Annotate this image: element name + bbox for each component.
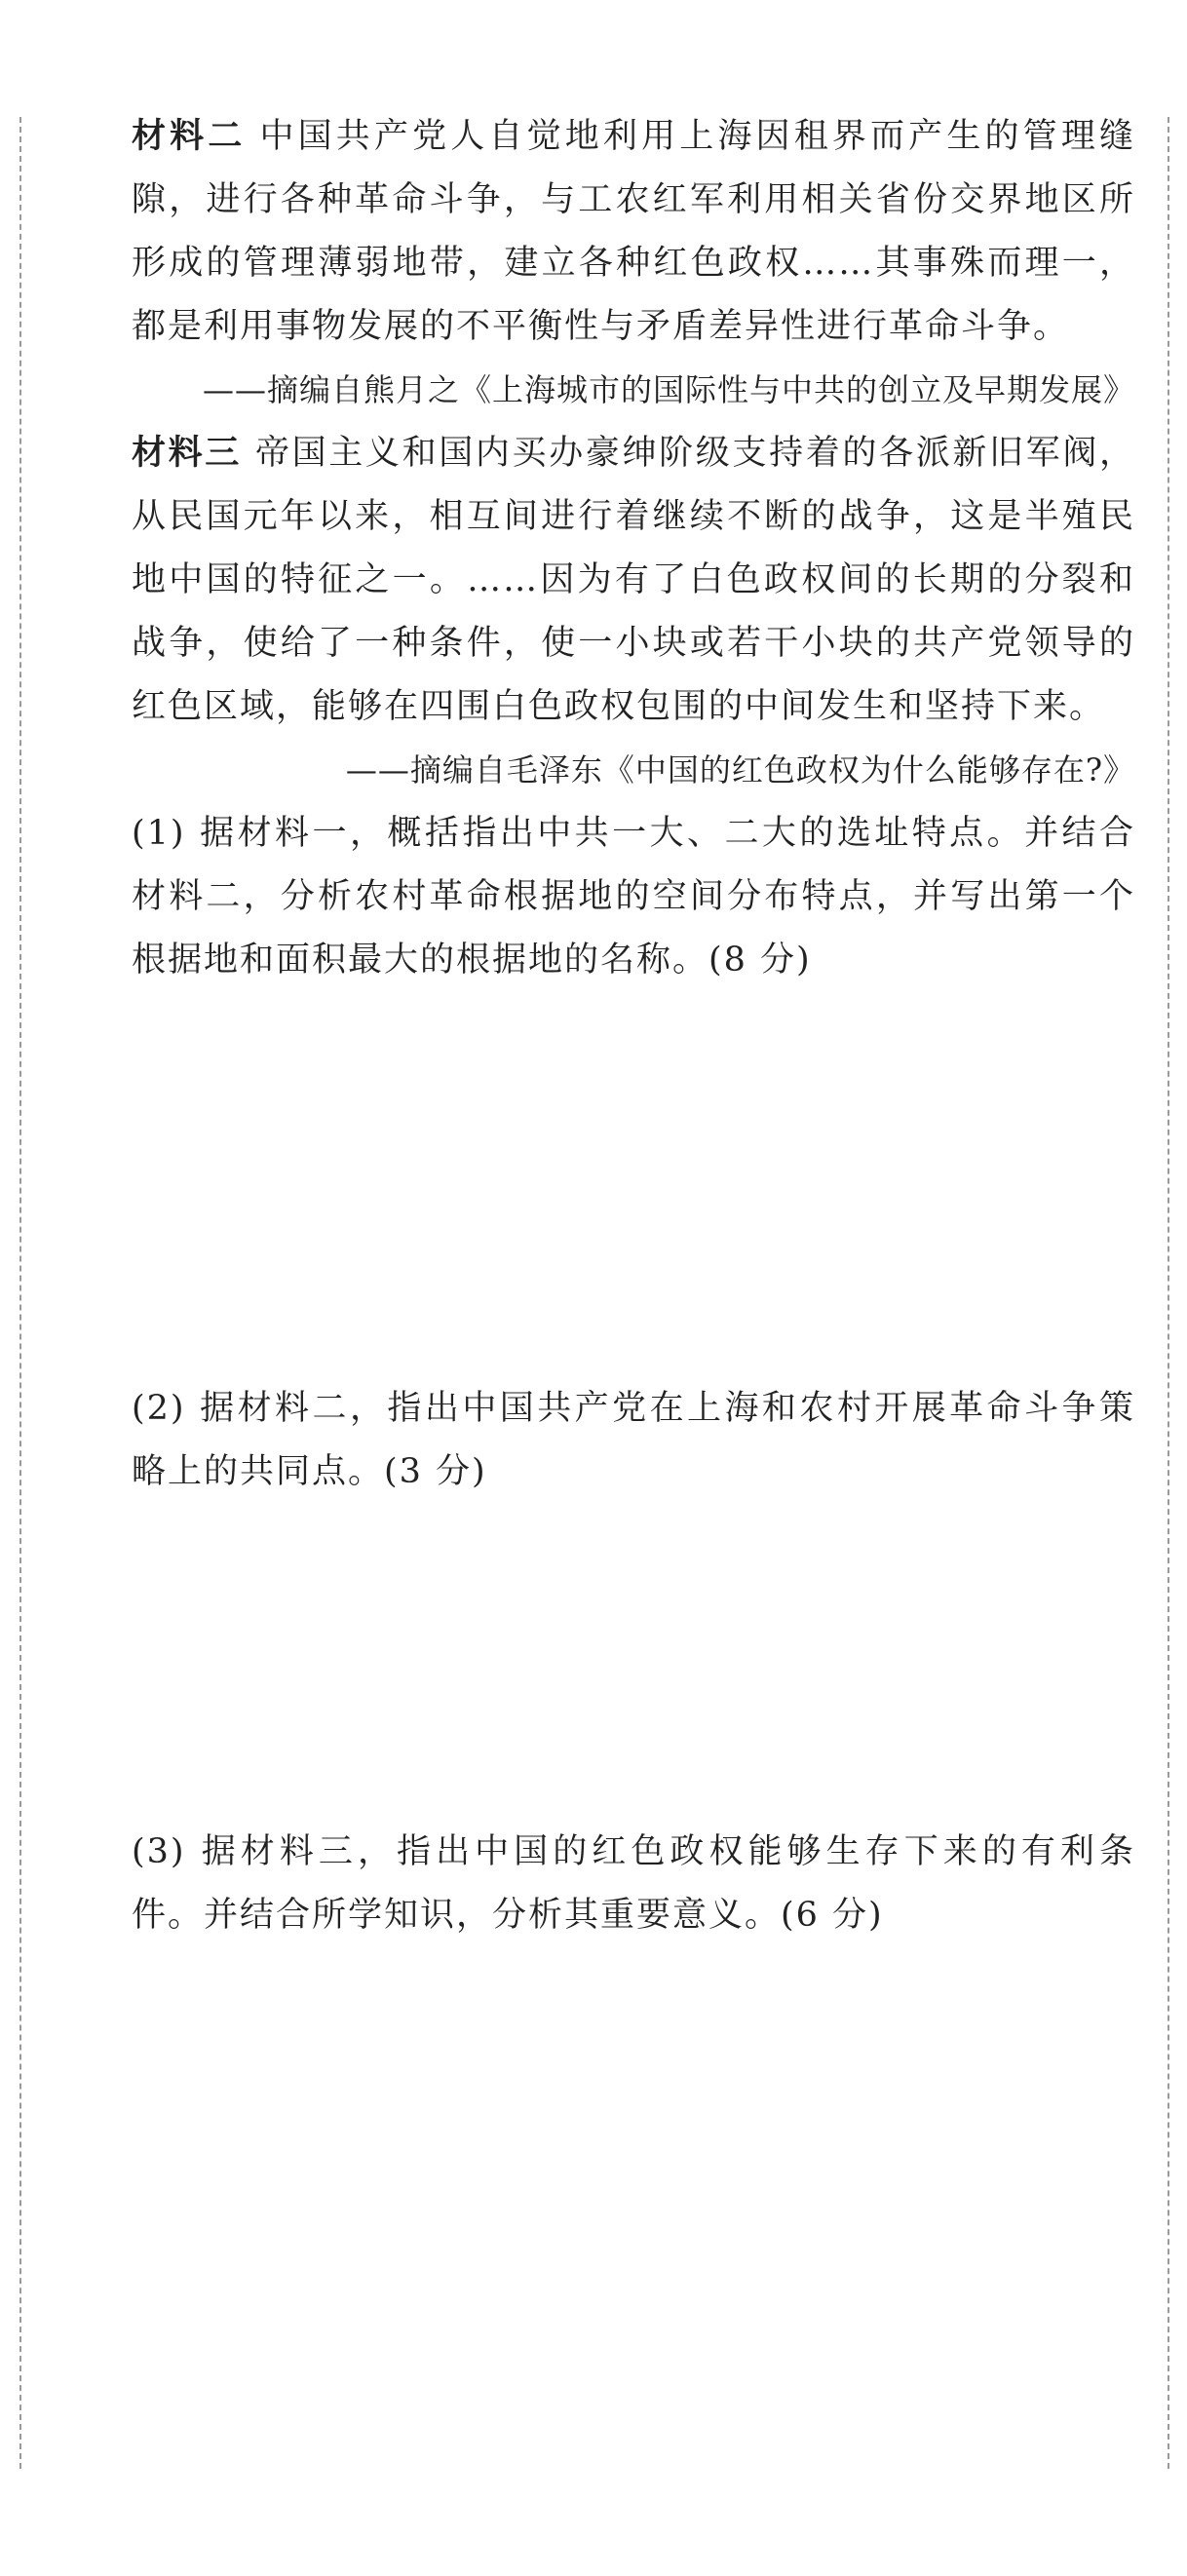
question-3: (3) 据材料三，指出中国的红色政权能够生存下来的有利条件。并结合所学知识，分析其重要意义。(6 分) — [132, 1832, 1135, 1935]
material-3-source: ——摘编自毛泽东《中国的红色政权为什么能够存在?》 — [345, 751, 1135, 788]
material-3-label: 材料三 — [132, 434, 242, 473]
material-2-text: 中国共产党人自觉地利用上海因租界而产生的管理缝隙，进行各种革命斗争，与工农红军利用相关省份交界地区所形成的管理薄弱地带，建立各种红色政权……其事殊而理一，都是利用事物发展的不平衡性与矛盾差异性进行革命斗争。 — [132, 117, 1135, 346]
answer-space-1[interactable] — [132, 992, 1135, 1377]
right-margin-dashed-line — [1168, 117, 1169, 2469]
question-1: (1) 据材料一，概括指出中共一大、二大的选址特点。并结合材料二，分析农村革命根据地的空间分布特点，并写出第一个根据地和面积最大的根据地的名称。(8 分) — [132, 814, 1135, 980]
material-2-label: 材料二 — [132, 117, 247, 156]
material-3-paragraph — [132, 422, 1135, 739]
answer-space-3[interactable] — [132, 1947, 1135, 2240]
question-2: (2) 据材料二，指出中国共产党在上海和农村开展革命斗争策略上的共同点。(3 分) — [132, 1389, 1135, 1491]
material-2-source: ——摘编自熊月之《上海城市的国际性与中共的创立及早期发展》 — [202, 371, 1135, 408]
material-2-paragraph — [132, 105, 1135, 359]
material-3-text: 帝国主义和国内买办豪绅阶级支持着的各派新旧军阀，从民国元年以来，相互间进行着继续不断的战争，这是半殖民地中国的特征之一。……因为有了白色政权间的长期的分裂和战争，使给了一种条件，使一小块或若干小块的共产党领导的红色区域，能够在四围白色政权包围的中间发生和坚持下来。 — [132, 434, 1135, 726]
left-margin-dashed-line — [19, 117, 21, 2469]
page-content — [132, 105, 1135, 2240]
answer-space-2[interactable] — [132, 1504, 1135, 1821]
